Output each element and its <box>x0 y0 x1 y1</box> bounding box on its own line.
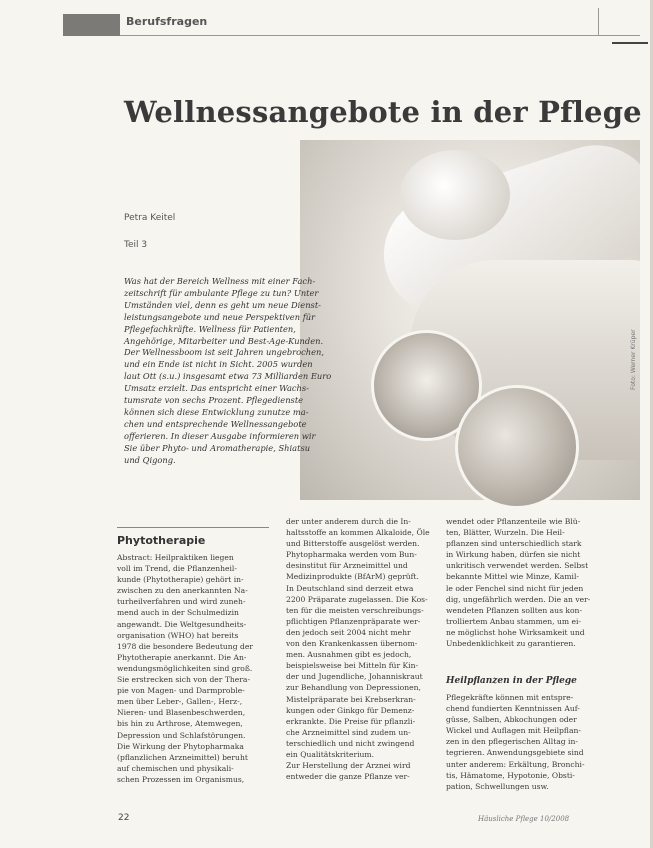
header-marker <box>63 14 120 36</box>
intro-line: Pflegefachkräfte. Wellness für Patienten, <box>124 323 296 334</box>
text-line: haltsstoffe an kommen Alkaloide, Öle <box>286 528 430 538</box>
article-author: Petra Keitel <box>124 213 176 223</box>
text-line: tis, Hämatome, Hypotonie, Obsti- <box>446 770 575 780</box>
subheading: Heilpflanzen in der Pflege <box>446 676 577 686</box>
text-line: den jedoch seit 2004 nicht mehr <box>286 627 411 637</box>
intro-line: Der Wellnessboom ist seit Jahren ungebrochen, <box>124 347 325 358</box>
intro-line: chen und entsprechende Wellnessangebote <box>124 418 307 429</box>
text-line: men über Leber-, Gallen-, Herz-, <box>117 697 243 707</box>
text-line: mend auch in der Schulmedizin <box>117 608 239 618</box>
header-divider <box>598 8 599 36</box>
text-line: Mistelpräparate bei Krebserkran- <box>286 694 416 704</box>
text-line: voll im Trend, die Pflanzenheil- <box>117 564 237 574</box>
text-line: und Bitterstoffe ausgelöst werden. <box>286 539 420 549</box>
page-number: 22 <box>118 813 130 823</box>
text-line: Phytopharmaka werden vom Bun- <box>286 550 417 560</box>
text-line: erkrankte. Die Preise für pflanzli- <box>286 716 416 726</box>
text-line: bekannte Mittel wie Minze, Kamil- <box>446 572 579 582</box>
publication-footer: Häusliche Pflege 10/2008 <box>478 815 570 823</box>
photo-credit: Foto: Werner Krüper <box>630 329 637 390</box>
text-line: entweder die ganze Pflanze ver- <box>286 772 410 782</box>
text-line: Nieren- und Blasenbeschwerden, <box>117 708 246 718</box>
article-part: Teil 3 <box>124 240 148 250</box>
article-intro <box>124 276 359 467</box>
foot-massage-inset-photo <box>455 385 579 509</box>
text-line: ten, Blätter, Wurzeln. Die Heil- <box>446 528 565 538</box>
body-column-2 <box>286 516 436 782</box>
header-rule <box>120 35 640 36</box>
text-line: Pflegekräfte können mit entspre- <box>446 693 574 702</box>
text-line: der unter anderem durch die In- <box>286 517 411 526</box>
intro-line: und ein Ende ist nicht in Sicht. 2005 wurden <box>124 359 313 370</box>
body-column-1 <box>117 552 272 785</box>
text-line: ein Qualitätskriterium. <box>286 749 375 759</box>
body-column-3-continued <box>446 692 596 792</box>
body-column-3 <box>446 516 596 649</box>
text-line: zwischen zu den anerkannten Na- <box>117 586 248 596</box>
text-line: trolliertem Anbau stammen, um ei- <box>446 616 581 626</box>
section-heading: Phytotherapie <box>117 534 206 547</box>
intro-line: offerieren. In dieser Ausgabe informieren wir <box>124 430 316 441</box>
text-line: wendet oder Pflanzenteile wie Blü- <box>446 517 581 526</box>
text-line: (pflanzlichen Arzneimittel) beruht <box>117 752 248 762</box>
intro-line: Sie über Phyto- und Aromatherapie, Shiatsu <box>124 442 311 453</box>
intro-line: laut Ott (s.u.) insgesamt etwa 73 Milliarden Euro <box>124 371 332 382</box>
text-line: Wickel und Auflagen mit Heilpflan- <box>446 726 581 736</box>
text-line: der und Jugendliche, Johanniskraut <box>286 672 423 682</box>
intro-line: leistungsangebote und neue Perspektiven für <box>124 311 316 322</box>
text-line: che Arzneimittel sind zudem un- <box>286 727 411 737</box>
text-line: tegrieren. Anwendungsgebiete sind <box>446 748 584 758</box>
intro-line: Was hat der Bereich Wellness mit einer Fach- <box>124 276 316 286</box>
text-line: güsse, Salben, Abkochungen oder <box>446 715 577 725</box>
text-line: kungen oder Ginkgo für Demenz- <box>286 705 415 715</box>
text-line: bis hin zu Arthrose, Atemwegen, <box>117 719 243 729</box>
intro-line: und Qigong. <box>124 454 176 465</box>
section-rule <box>117 527 269 528</box>
text-line: auf chemischen und physikali- <box>117 763 234 773</box>
text-line: wendungsmöglichkeiten sind groß. <box>117 663 253 673</box>
text-line: desinstitut für Arzneimittel und <box>286 561 408 571</box>
intro-line: tumsrate von sechs Prozent. Pflegedienste <box>124 395 304 406</box>
text-line: Sie erstrecken sich von der Thera- <box>117 675 251 685</box>
text-line: angewandt. Die Weltgesundheits- <box>117 619 247 629</box>
intro-line: Angehörige, Mitarbeiter und Best-Age-Kunden. <box>124 335 324 346</box>
header-accent-rule <box>612 42 648 44</box>
text-line: pflanzen sind unterschiedlich stark <box>446 539 582 549</box>
text-line: Depression und Schlafstörungen. <box>117 730 246 740</box>
text-line: men. Ausnahmen gibt es jedoch, <box>286 650 412 660</box>
text-line: 1978 die besondere Bedeutung der <box>117 641 253 651</box>
text-line: Zur Herstellung der Arznei wird <box>286 761 411 771</box>
text-line: von den Krankenkassen übernom- <box>286 639 418 649</box>
text-line: zur Behandlung von Depressionen, <box>286 683 421 693</box>
text-line: unkritisch verwendet werden. Selbst <box>446 561 589 571</box>
text-line: ten für die meisten verschreibungs- <box>286 605 424 615</box>
text-line: Phytotherapie anerkannt. Die An- <box>117 652 247 662</box>
text-line: ne möglichst hohe Wirksamkeit und <box>446 627 585 637</box>
text-line: le oder Fenchel sind nicht für jeden <box>446 583 584 593</box>
text-line: Die Wirkung der Phytopharmaka <box>117 741 244 751</box>
text-line: pation, Schwellungen usw. <box>446 781 549 791</box>
intro-line: zeitschrift für ambulante Pflege zu tun? Unter <box>124 287 319 298</box>
text-line: wendeten Pflanzen sollten aus kon- <box>446 605 583 615</box>
intro-line: Umsatz erzielt. Das entspricht einer Wachs- <box>124 383 309 394</box>
text-line: schen Prozessen im Organismus, <box>117 774 245 784</box>
text-line: pflichtigen Pflanzenpräparate wer- <box>286 616 421 626</box>
intro-line: Umständen viel, denn es geht um neue Dienst- <box>124 299 321 310</box>
text-line: organisation (WHO) hat bereits <box>117 630 239 640</box>
text-line: dig, ungefährlich werden. Die an ver- <box>446 594 591 604</box>
text-line: turheilverfahren und wird zuneh- <box>117 597 246 607</box>
text-line: unter anderem: Erkältung, Bronchi- <box>446 759 585 769</box>
text-line: Abstract: Heilpraktiken liegen <box>117 553 234 562</box>
text-line: 2200 Präparate zugelassen. Die Kos- <box>286 594 428 604</box>
text-line: kunde (Phytotherapie) gehört in- <box>117 575 244 585</box>
text-line: Medizinprodukte (BfArM) geprüft. <box>286 572 419 582</box>
article-title: Wellnessangebote in der Pflege <box>124 95 642 129</box>
text-line: zen in den pflegerischen Alltag in- <box>446 737 578 747</box>
photo-head-shape <box>400 150 510 240</box>
text-line: pie von Magen- und Darmproble- <box>117 686 245 696</box>
text-line: beispielsweise bei Mitteln für Kin- <box>286 661 419 671</box>
text-line: chend fundierten Kenntnissen Auf- <box>446 704 580 714</box>
intro-line: können sich diese Entwicklung zunutze ma- <box>124 406 309 417</box>
text-line: In Deutschland sind derzeit etwa <box>286 583 414 593</box>
text-line: Unbedenklichkeit zu garantieren. <box>446 639 576 649</box>
section-label: Berufsfragen <box>126 15 208 28</box>
text-line: terschiedlich und nicht zwingend <box>286 738 415 748</box>
text-line: in Wirkung haben, dürfen sie nicht <box>446 550 581 560</box>
